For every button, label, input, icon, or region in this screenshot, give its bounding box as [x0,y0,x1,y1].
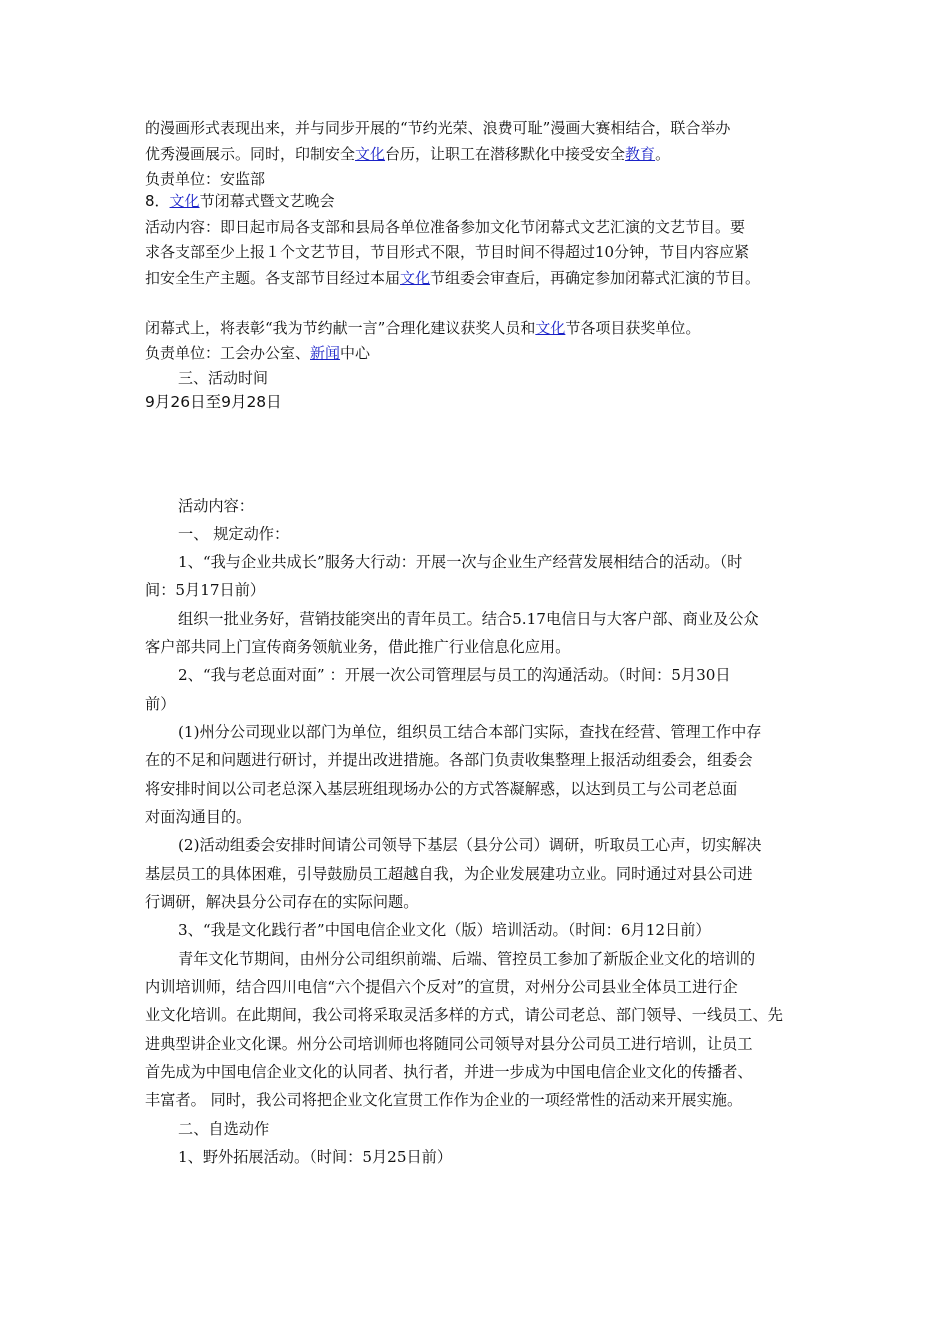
responsible-unit [145,343,370,363]
paragraph-line: 的漫画形式表现出来，并与同步开展的“节约光荣、浪费可耻”漫画大赛相结合，联合举办 [145,119,731,137]
text-segment: 节闭幕式暨文艺晚会 [199,192,335,210]
paragraph-line: 丰富者。 同时，我公司将把企业文化宣贯工作作为企业的一项经常性的活动来开展实施。 [145,1091,743,1109]
text-segment: 节各项目获奖单位。 [565,319,701,337]
responsible-unit: 负责单位：安监部 [145,170,266,188]
paragraph-line: 活动内容：即日起市局各支部和县局各单位准备参加文化节闭幕式文艺汇演的文艺节目。要 [145,218,746,236]
text-segment: 中心 [340,344,371,362]
paragraph-line: (1)州分公司现业以部门为单位，组织员工结合本部门实际，查找在经营、管理工作中存 [178,723,762,741]
paragraph-line: 1、“我与企业共成长”服务大行动：开展一次与企业生产经营发展相结合的活动。（时 [178,553,743,571]
paragraph-line: 对面沟通目的。 [145,808,252,826]
paragraph-line: 将安排时间以公司老总深入基层班组现场办公的方式答凝解惑，以达到员工与公司老总面 [145,780,738,798]
activity-dates: 9月26日至9月28日 [145,393,282,411]
section-heading: 活动内容： [178,497,254,515]
text-segment: 节组委会审查后，再确定参加闭幕式汇演的节目。 [430,269,761,287]
paragraph-line: 间：5月17日前） [145,581,266,599]
link-culture[interactable]: 文化 [169,192,200,210]
paragraph-line: 基层员工的具体困难，引导鼓励员工超越自我，为企业发展建功立业。同时通过对县公司进 [145,865,753,883]
link-culture[interactable]: 文化 [400,269,431,287]
text-segment: 优秀漫画展示。同时，印制安全 [145,145,356,163]
paragraph-line: 求各支部至少上报１个文艺节目，节目形式不限，节目时间不得超过10分钟，节目内容应紧 [145,243,750,261]
section-heading: 二、自选动作 [178,1120,270,1138]
link-education[interactable]: 教育 [625,145,656,163]
paragraph-line: (2)活动组委会安排时间请公司领导下基层（县分公司）调研，听取员工心声，切实解决 [178,836,762,854]
paragraph-line [145,268,760,288]
text-segment: 台历，让职工在潜移默化中接受安全 [385,145,626,163]
link-culture[interactable]: 文化 [355,145,386,163]
paragraph-line [145,318,700,338]
paragraph-line: 首先成为中国电信企业文化的认同者、执行者，并进一步成为中国电信企业文化的传播者、 [145,1063,753,1081]
paragraph-line: 客户部共同上门宣传商务领航业务，借此推广行业信息化应用。 [145,638,571,656]
section-heading: 一、 规定动作： [178,525,290,543]
paragraph-line: 进典型讲企业文化课。州分公司培训师也将随同公司领导对县分公司员工进行培训，让员工 [145,1035,753,1053]
paragraph-line: 前） [145,695,176,713]
text-segment: 。 [655,145,671,163]
text-segment: 负责单位：工会办公室、 [145,344,311,362]
section-heading [145,191,335,211]
link-culture[interactable]: 文化 [535,319,566,337]
paragraph-line: 内训培训师，结合四川电信“六个提倡六个反对”的宣贯，对州分公司县业全体员工进行企 [145,978,738,996]
text-segment: 闭幕式上，将表彰“我为节约献一言”合理化建议获奖人员和 [145,319,536,337]
paragraph-line [145,144,670,164]
link-news[interactable]: 新闻 [310,344,341,362]
paragraph-line: 青年文化节期间，由州分公司组织前端、后端、管控员工参加了新版企业文化的培训的 [178,950,756,968]
section-heading: 三、活动时间 [178,369,269,387]
paragraph-line: 3、“我是文化践行者”中国电信企业文化（版）培训活动。（时间：6月12日前） [178,921,711,939]
paragraph-line: 组织一批业务好，营销技能突出的青年员工。结合5.17电信日与大客户部、商业及公众 [178,610,759,628]
paragraph-line: 1、野外拓展活动。（时间：5月25日前） [178,1148,453,1166]
paragraph-line: 2、“我与老总面对面” ：开展一次公司管理层与员工的沟通活动。（时间：5月30日 [178,666,731,684]
text-segment: 扣安全生产主题。各支部节目经过本届 [145,269,401,287]
paragraph-line: 在的不足和问题进行研讨，并提出改进措施。各部门负责收集整理上报活动组委会，组委会 [145,751,753,769]
paragraph-line: 行调研，解决县分公司存在的实际问题。 [145,893,419,911]
item-number: 8． [145,192,170,210]
paragraph-line: 业文化培训。在此期间，我公司将采取灵活多样的方式，请公司老总、部门领导、一线员工、先 [145,1006,783,1024]
